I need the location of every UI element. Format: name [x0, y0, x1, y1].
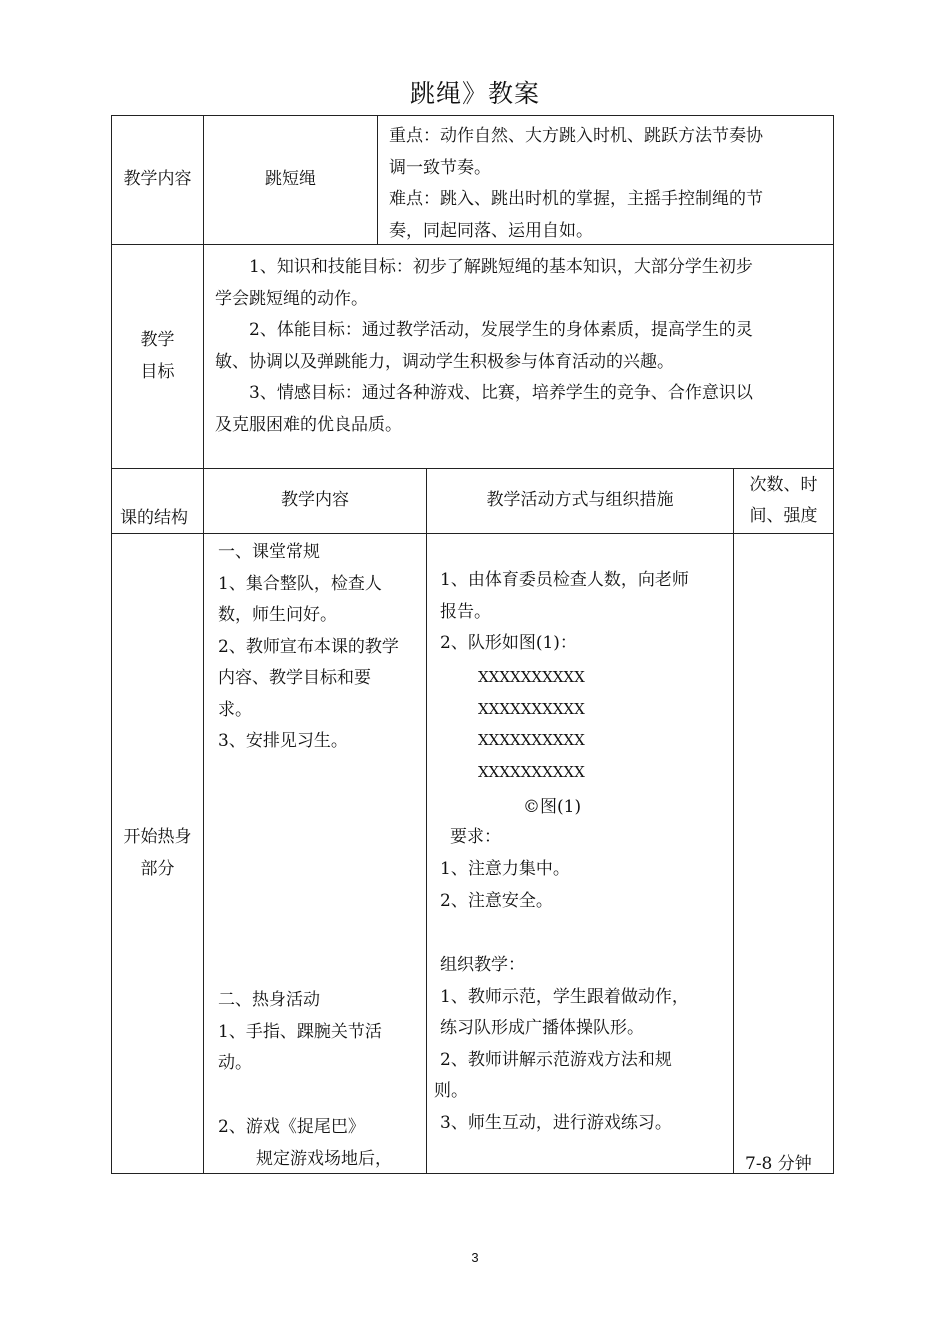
requirement-item: 2、注意安全。	[440, 890, 553, 911]
objective-2-line-1: 2、体能目标：通过教学活动，发展学生的身体素质，提高学生的灵	[249, 320, 753, 340]
routine-line: 3、安排见习生。	[218, 731, 348, 751]
routine-line: 2、教师宣布本课的教学	[218, 636, 399, 657]
organize-line: 1、教师示范，学生跟着做动作，	[440, 986, 689, 1007]
method-line: 报告。	[440, 601, 491, 622]
warmup-line: 1、手指、踝腕关节活	[218, 1021, 382, 1042]
routine-line: 数，师生问好。	[218, 605, 337, 625]
organize-line: 练习队形成广播体操队形。	[440, 1018, 644, 1038]
game-heading: 2、游戏《捉尾巴》	[218, 1117, 365, 1137]
routine-line: 求。	[218, 699, 252, 720]
formation-row: XXXXXXXXXX	[478, 699, 585, 718]
formation-row: XXXXXXXXXX	[478, 668, 585, 686]
row1-focus-difficulty	[389, 121, 829, 245]
requirements-title: 要求：	[450, 827, 501, 847]
objective-1-line-1: 1、知识和技能目标：初步了解跳短绳的基本知识，大部分学生初步	[249, 257, 753, 277]
section1-content-a	[218, 537, 424, 758]
routine-line: 内容、教学目标和要	[218, 668, 371, 688]
organize-heading: 组织教学：	[440, 955, 525, 975]
formation-row: XXXXXXXXXX	[478, 731, 585, 749]
requirements-list	[440, 854, 730, 917]
objective-1-line-2: 学会跳短绳的动作。	[215, 288, 368, 309]
organize-line: 则。	[434, 1081, 468, 1101]
objective-2-line-2: 敏、协调以及弹跳能力，调动学生积极参与体育活动的兴趣。	[215, 351, 674, 372]
document-title: 跳绳》教案	[409, 79, 540, 108]
organize-line: 3、师生互动，进行游戏练习。	[440, 1112, 672, 1133]
objective-3-line-2: 及克服困难的优良品质。	[215, 414, 402, 435]
section1-method-b	[434, 950, 730, 1139]
focus-line-2: 调一致节奏。	[389, 157, 491, 178]
section1-method-a	[440, 565, 730, 660]
organize-line: 2、教师讲解示范游戏方法和规	[440, 1049, 672, 1070]
formation-diagram	[478, 662, 718, 788]
warmup-heading: 二、热身活动	[218, 990, 320, 1010]
header-structure: 课的结构	[120, 508, 188, 528]
row2-objectives	[215, 252, 827, 452]
row1-content: 跳短绳	[265, 169, 316, 190]
method-line: 2、队形如图(1)：	[440, 633, 577, 653]
header-time: 次数、时 间、强度	[749, 474, 818, 526]
method-line: 1、由体育委员检查人数，向老师	[440, 570, 689, 590]
header-content: 教学内容	[281, 490, 349, 511]
warmup-line: 动。	[218, 1053, 252, 1073]
objective-3-line-1: 3、情感目标：通过各种游戏、比赛，培养学生的竞争、合作意识以	[249, 383, 753, 403]
routine-line: 1、集合整队，检查人	[218, 573, 382, 594]
section1-time: 7-8 分钟	[745, 1154, 812, 1174]
page-number: 3	[471, 1250, 479, 1265]
header-method: 教学活动方式与组织措施	[486, 490, 674, 511]
section1-content-c	[218, 1112, 424, 1175]
row1-label: 教学内容	[123, 169, 192, 190]
requirement-item: 1、注意力集中。	[440, 859, 570, 879]
row2-label: 教学 目标	[140, 330, 175, 382]
figure-caption: ©图(1)	[523, 797, 582, 817]
game-line: 规定游戏场地后，	[256, 1148, 392, 1169]
focus-line-1: 重点：动作自然、大方跳入时机、跳跃方法节奏协	[389, 126, 763, 146]
formation-row: XXXXXXXXXX	[478, 762, 585, 781]
routine-heading: 一、课堂常规	[218, 542, 320, 562]
section1-label: 开始热身 部分	[123, 827, 192, 879]
difficulty-line-1: 难点：跳入、跳出时机的掌握，主摇手控制绳的节	[389, 189, 763, 209]
difficulty-line-2: 奏，同起同落、运用自如。	[389, 220, 593, 241]
section1-content-b	[218, 985, 424, 1080]
